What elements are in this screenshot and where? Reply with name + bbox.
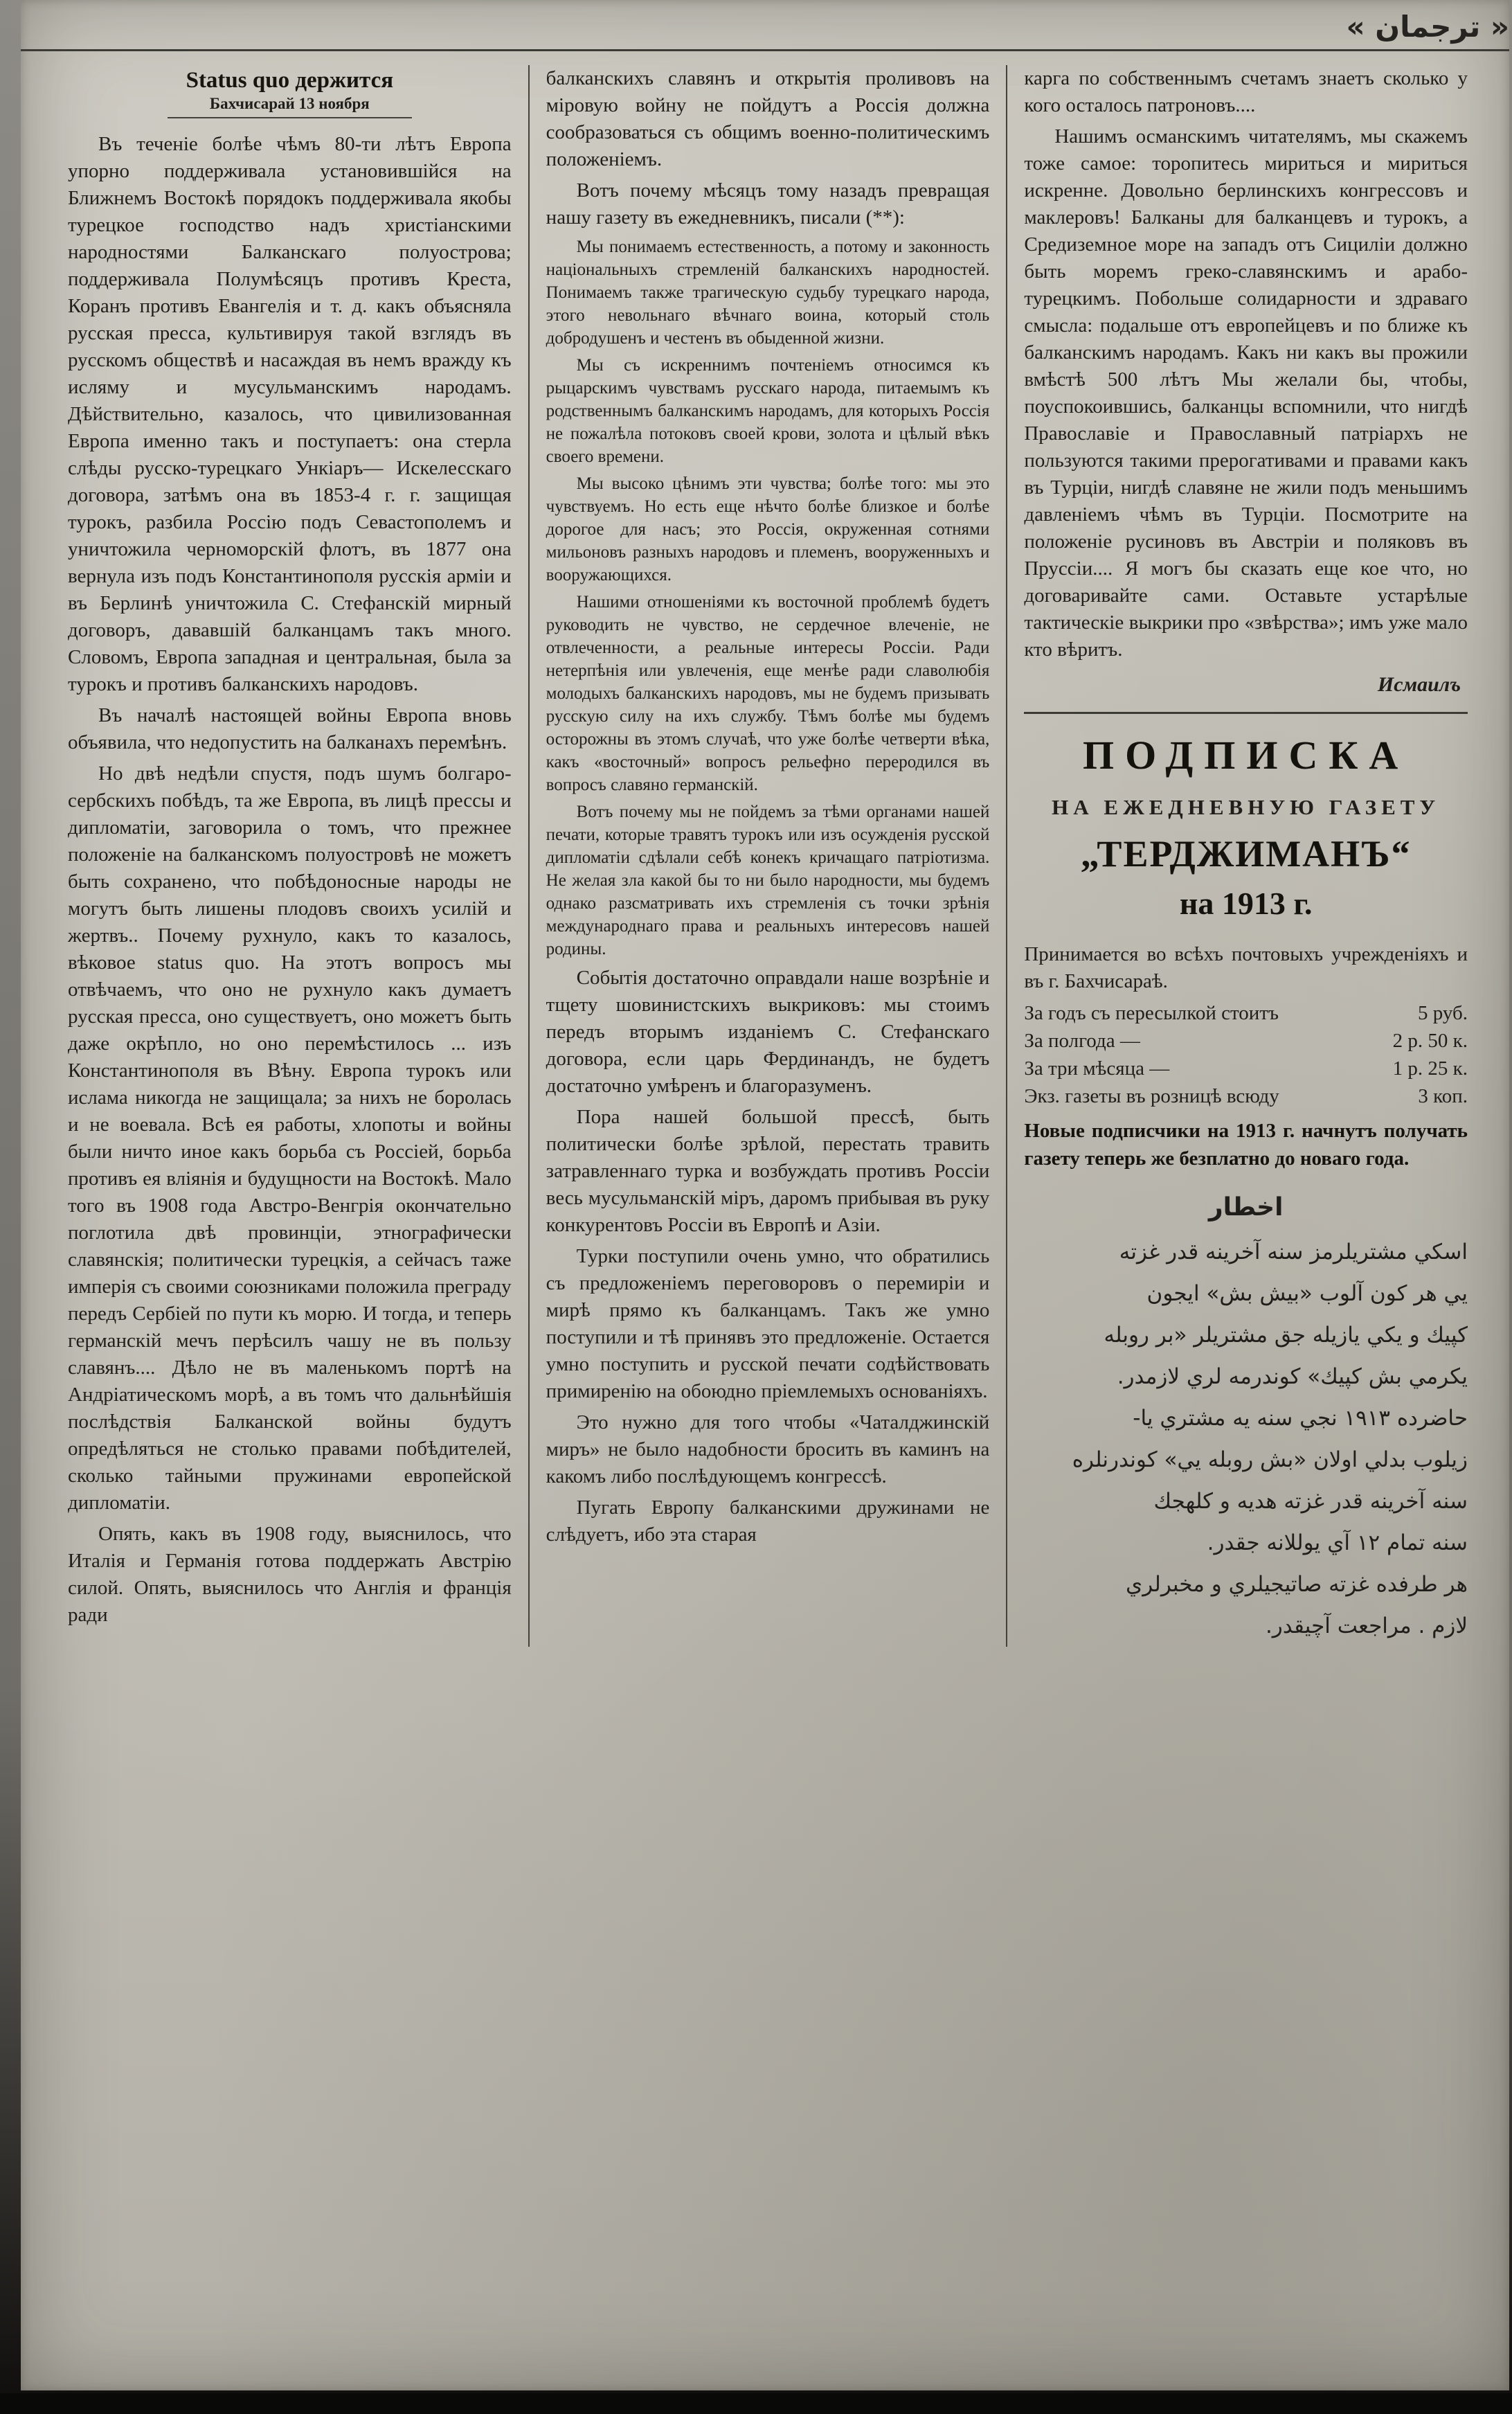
masthead-title: « ترجمان » — [21, 0, 1509, 51]
column-middle — [528, 65, 1007, 1647]
price-value: 2 р. 50 к. — [1392, 1030, 1468, 1052]
ottoman-notice-block — [1024, 1193, 1468, 1647]
ottoman-notice-line: اسكي مشتريلرمز سنه آخرينه قدر غزته — [1119, 1240, 1468, 1264]
subscription-note: Новые подписчики на 1913 г. начнутъ получать газету теперь же безплатно до новаго года. — [1024, 1120, 1468, 1170]
price-value: 5 руб. — [1418, 1002, 1468, 1024]
ottoman-notice-line: يكرمي بش كپيك» كوندرمه لري لازمدر. — [1117, 1364, 1468, 1389]
ottoman-notice-line: هر طرفده غزته صاتيجيلري و مخبرلري — [1126, 1572, 1468, 1597]
author-signature: Исмаилъ — [1377, 673, 1461, 696]
price-row — [1024, 1027, 1468, 1055]
price-value: 1 р. 25 к. — [1392, 1057, 1468, 1080]
price-label: За полгода — — [1024, 1030, 1140, 1052]
article-paragraph: Нашимъ османскимъ читателямъ, мы скажемъ тоже самое: торопитесь мириться и мириться искренне. Довольно берлинскихъ конгрессовъ и маклеровъ! Балканы для балканцевъ и турокъ, а Средиземное море на западъ отъ Сициліи должно быть моремъ греко-славянскимъ и арабо-турецкимъ. Побольше солидарности и здраваго смысла: подальше отъ европейцевъ и по ближе къ балканскимъ народамъ. Какъ ни какъ вы прожили вмѣстѣ 500 лѣтъ Мы желали бы, чтобы, поуспокоившись, балканцы вспомнили, что нигдѣ Православіе и Православный патріархъ не пользуются такими прерогативами и правами какъ въ Турціи, нигдѣ славяне не жили подъ меньшимъ давленіемъ чѣмъ въ Турціи. Посмотрите на положеніе русиновъ въ Австріи и поляковъ въ Пруссіи.... Я могъ бы сказать еще кое что, но договаривайте сами. Оставьте устарѣлые тактическіе выкрики про «звѣрства»; имъ уже мало кто вѣритъ. — [1024, 125, 1468, 661]
article-paragraph: Въ теченіе болѣе чѣмъ 80-ти лѣтъ Европа упорно поддерживала установившійся на Ближнемъ Востокѣ порядокъ поддерживала якобы турецкое господство надъ христіанскими народностями Балканскаго полуострова; поддерживала Полумѣсяцъ противъ Креста, Коранъ противъ Евангелія и т. д. какъ объясняла русская пресса, культивируя такой взглядъ въ русскомъ обществѣ и насаждая въ немъ вражду къ исляму и мусульманскимъ народамъ. Дѣйствительно, казалось, что цивилизованная Европа именно такъ и поступаетъ: она стерла слѣды русско-турецкаго Ункіаръ— Искелесскаго договора, затѣмъ она въ 1853-4 г. г. защищая турокъ, разбила Россію подъ Севастополемъ и уничтожила черноморскій флотъ, въ 1877 она вернула изъ подъ Константинополя русскія арміи и въ Берлинѣ уничтожила С. Стефанскій мирный договоръ, дававшій балканцамъ такъ много. Словомъ, Европа западная и центральная, была за турокъ и противъ балканскихъ народовъ. — [68, 133, 512, 695]
ottoman-notice-heading: اخطار — [1208, 1193, 1284, 1222]
subscription-subtitle: НА ЕЖЕДНЕВНУЮ ГАЗЕТУ — [1052, 795, 1441, 819]
article-paragraph: Но двѣ недѣли спустя, подъ шумъ болгаро-сербскихъ побѣдъ, та же Европа, въ лицѣ прессы и дипломатіи, заговорила о томъ, что прежнее положеніе на балканскомъ полуостровѣ не можетъ быть сохранено, что побѣдоносные народы не могутъ быть лишены плодовъ своихъ усилій и жертвъ.. Почему рухнуло, какъ то казалось, вѣковое status quo. На этотъ вопросъ мы отвѣчаемъ, что оно не рухнуло какъ думаетъ русская пресса, оно существуетъ, оно можетъ быть даже окрѣпло, но оно перемѣстилось ... изъ Константинополя въ Вѣну. Европа турокъ или ислама никогда не защищала; за нихъ не боролась и не воевала. Всѣ ея работы, хлопоты и войны были ничто иное какъ борьба съ Россіей, борьба противъ ея вліянія и будущности на Востокѣ. Мало того въ 1908 года Австро-Венгрія окончательно поглотила двѣ провинціи, этнографически славянскія; политически турецкія, а сейчасъ таже имперія съ своими союзниками положила преграду передъ Сербіей по пути къ морю. И тогда, и теперь германскій мечъ перѣсилъ чашу не въ пользу славянъ.... Дѣло не въ маленькомъ портѣ на Андріатическомъ морѣ, а въ томъ что дальнѣйшія послѣдствія Балканской войны будутъ опредѣляться не столько правами побѣдителей, сколько тайными пружинами европейской дипломатіи. — [68, 762, 512, 1514]
subscription-block — [1024, 732, 1468, 1172]
column-right — [1006, 65, 1484, 1647]
article-paragraph: балканскихъ славянъ и открытія проливовъ на міровую войну не пойдутъ а Россія должна сообразоваться съ общимъ военно-политическимъ положеніемъ. — [546, 67, 990, 170]
price-label: Экз. газеты въ розницѣ всюду — [1024, 1085, 1279, 1107]
article-paragraph: Пугать Европу балканскими дружинами не слѣдуетъ, ибо эта старая — [546, 1496, 990, 1546]
subscription-title: ПОДПИСКА — [1083, 733, 1410, 778]
article-paragraph: Турки поступили очень умно, что обратились съ предложеніемъ переговоровъ о перемиріи и мирѣ прямо къ балканцамъ. Такъ же умно поступили и тѣ принявъ это предложеніе. Остается умно поступить и русской печати содѣйствовать примиренію на обоюдно пріемлемыхъ основаніяхъ. — [546, 1245, 990, 1402]
section-divider — [1024, 712, 1468, 714]
price-value: 3 коп. — [1418, 1085, 1468, 1107]
ottoman-notice-line: سنه تمام ١٢ آي يوللانه جقدر. — [1207, 1530, 1468, 1555]
ottoman-notice-line: زيلوب بدلي اولان «بش روبله يي» كوندرنلره — [1072, 1447, 1468, 1472]
ottoman-notice-line: يي هر كون آلوب «بيش بش» ايجون — [1146, 1281, 1468, 1306]
article-paragraph-petit: Нашими отношеніями къ восточной проблемѣ будетъ руководить не чувство, не сердечное влеченіе, не отвлеченности, а реальные интересы Россіи. Ради нетерпѣнія или увлеченія, еще менѣе ради славолюбія молодыхъ балканскихъ народовъ, мы не будемъ призывать русскую силу на ихъ службу. Тѣмъ болѣе мы будемъ осторожны въ этомъ случаѣ, что уже болѣе четверти вѣка, какъ «восточный» вопросъ рельефно переродился въ вопросъ славяно германскій. — [546, 593, 990, 794]
article-heading: Status quo держится — [186, 68, 394, 93]
subscription-terms — [1024, 941, 1468, 1172]
article-paragraph-petit: Вотъ почему мы не пойдемъ за тѣми органами нашей печати, которые травятъ турокъ или изъ осужденія русской дипломатіи сдѣлали себѣ конекъ кричащаго патріотизма. Не желая зла какой бы то ни было народности, мы будемъ однако разсматривать ихъ стремленія съ точки зрѣнія международнаго права и реальныхъ интересовъ нашей родины. — [546, 803, 990, 958]
price-label: За три мѣсяца — — [1024, 1057, 1170, 1080]
article-paragraph: карга по собственнымъ счетамъ знаетъ сколько у кого осталось патроновъ.... — [1024, 67, 1468, 116]
price-row — [1024, 1055, 1468, 1082]
price-row — [1024, 1082, 1468, 1110]
subscription-paper-name: „ТЕРДЖИМАНЪ“ — [1080, 833, 1412, 875]
subscription-year: на 1913 г. — [1179, 886, 1313, 921]
columns-container — [21, 51, 1509, 1654]
scan-bottom-edge — [0, 2393, 1512, 2414]
newspaper-page — [21, 0, 1509, 2390]
column-left — [51, 65, 528, 1647]
ottoman-notice-line: سنه آخرينه قدر غزته هديه و كلهجك — [1153, 1489, 1468, 1514]
ottoman-notice-line: لازم . مراجعت آچيقدر. — [1265, 1613, 1468, 1638]
article-paragraph-petit: Мы понимаемъ естественность, а потому и законность національныхъ стремленій балканскихъ народностей. Понимаемъ также трагическую судьбу турецкаго народа, этого невольнаго вѣчнаго воина, который столь добродушенъ и честенъ въ обыденной жизни. — [546, 238, 990, 348]
article-paragraph: Опять, какъ въ 1908 году, выяснилось, что Италія и Германія готова поддержать Австрію силой. Опять, выяснилось что Англія и франція ради — [68, 1523, 512, 1626]
article-paragraph-petit: Мы высоко цѣнимъ эти чувства; болѣе того: мы это чувствуемъ. Но есть еще нѣчто болѣе близкое и болѣе дорогое для насъ; это Россія, окруженная сотнями мильоновъ разныхъ народовъ и племенъ, вооруженныхъ и вооружающихся. — [546, 474, 990, 584]
article-paragraph: Въ началѣ настоящей войны Европа вновь объявила, что недопустить на балканахъ перемѣнъ. — [68, 704, 512, 753]
article-paragraph: Вотъ почему мѣсяцъ тому назадъ превращая нашу газету въ ежедневникъ, писали (**): — [546, 179, 990, 229]
article-paragraph: Событія достаточно оправдали наше возрѣніе и тщету шовинистскихъ выкриковъ: мы стоимъ передъ вторымъ изданіемъ С. Стефанскаго договора, если царь Фердинандъ, не будетъ достаточно умѣренъ и благоразуменъ. — [546, 967, 990, 1097]
article-paragraph: Пора нашей большой прессѣ, быть политически болѣе зрѣлой, перестать травить затравленнаго турка и возбуждать противъ Россіи весь мусульманскій міръ, даромъ прибывая въ руку конкурентовъ Россіи въ Европѣ и Азіи. — [546, 1106, 990, 1236]
subscription-intro: Принимается во всѣхъ почтовыхъ учрежденіяхъ и въ г. Бахчисараѣ. — [1024, 943, 1468, 992]
ottoman-notice-line: كپيك و يكي يازيله جق مشتريلر «بر روبله — [1104, 1323, 1468, 1348]
price-row — [1024, 999, 1468, 1027]
article-paragraph-petit: Мы съ искреннимъ почтеніемъ относимся къ рыцарскимъ чувствамъ русскаго народа, питаемымъ къ родственнымъ балканскимъ народамъ, для которыхъ Россія не пожалѣла потоковъ своей крови, золота и цѣлый вѣкъ своего времени. — [546, 356, 990, 466]
price-label: За годъ съ пересылкой стоитъ — [1024, 1002, 1279, 1024]
article-dateline: Бахчисарай 13 ноября — [168, 95, 411, 118]
article-paragraph: Это нужно для того чтобы «Чаталджинскій миръ» не было надобности бросить въ каминъ на какомъ либо послѣдующемъ конгрессѣ. — [546, 1411, 990, 1487]
ottoman-notice-line: حاضرده ١٩١٣ نجي سنه يه مشتري يا- — [1133, 1406, 1468, 1431]
